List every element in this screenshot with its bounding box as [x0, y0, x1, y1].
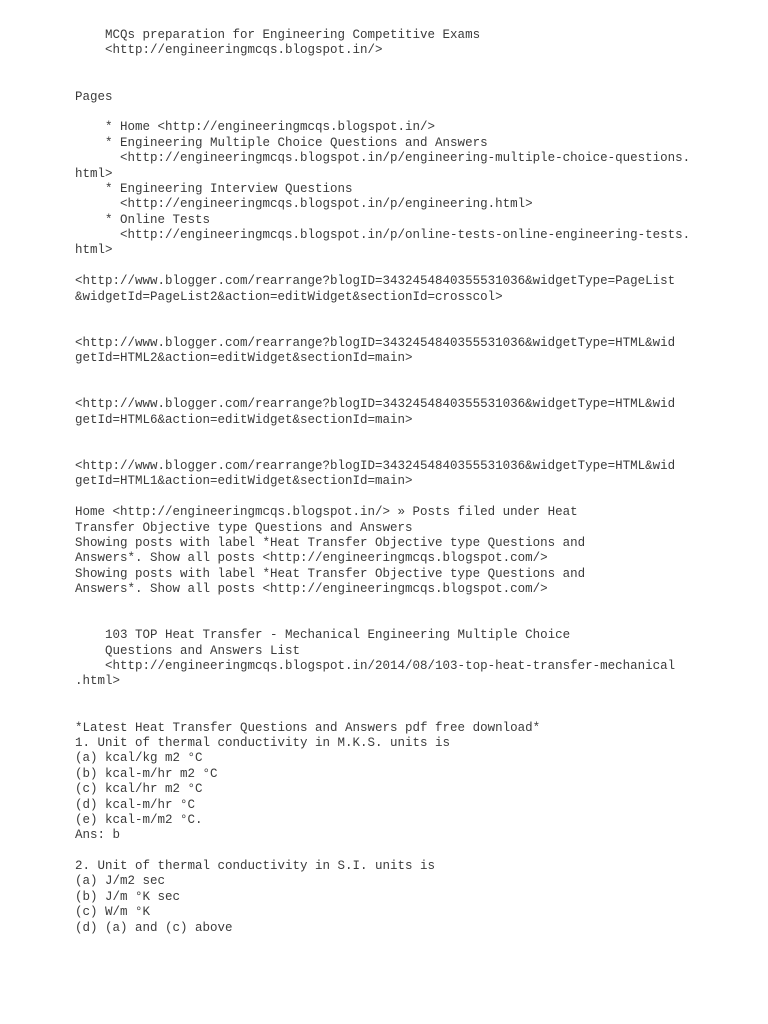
- document-line: [75, 428, 755, 443]
- document-line: [75, 382, 755, 397]
- document-line: [75, 59, 755, 74]
- document-line: Showing posts with label *Heat Transfer Objective type Questions and: [75, 566, 586, 581]
- document-line: [75, 320, 755, 335]
- document-line: [75, 844, 755, 859]
- document-line: Transfer Objective type Questions and Answers: [75, 520, 413, 535]
- document-line: * Home <http://engineeringmcqs.blogspot.in/>: [75, 120, 436, 135]
- document-line: (b) J/m °K sec: [75, 889, 181, 904]
- document-line: [75, 690, 755, 705]
- document-line: Answers*. Show all posts <http://engineeringmcqs.blogspot.com/>: [75, 582, 548, 597]
- document-line: [75, 705, 755, 720]
- document-line: (a) J/m2 sec: [75, 874, 166, 889]
- document-line: <http://www.blogger.com/rearrange?blogID=3432454840355531036&widgetType=HTML&wid: [75, 458, 676, 473]
- document-line: <http://engineeringmcqs.blogspot.in/>: [75, 43, 383, 58]
- document-line: [75, 105, 755, 120]
- document-line: <http://engineeringmcqs.blogspot.in/p/online-tests-online-engineering-tests.: [75, 228, 691, 243]
- document-line: Questions and Answers List: [75, 643, 301, 658]
- document-line: (a) kcal/kg m2 °C: [75, 751, 203, 766]
- document-line: [75, 613, 755, 628]
- document-line: Showing posts with label *Heat Transfer Objective type Questions and: [75, 535, 586, 550]
- document-line: html>: [75, 243, 113, 258]
- document-line: 103 TOP Heat Transfer - Mechanical Engineering Multiple Choice: [75, 628, 571, 643]
- document-line: <http://engineeringmcqs.blogspot.in/p/engineering-multiple-choice-questions.: [75, 151, 691, 166]
- document-line: (b) kcal-m/hr m2 °C: [75, 766, 218, 781]
- document-line: [75, 305, 755, 320]
- document-line: getId=HTML1&action=editWidget&sectionId=main>: [75, 474, 413, 489]
- document-line: Ans: b: [75, 828, 121, 843]
- document-line: getId=HTML2&action=editWidget&sectionId=main>: [75, 351, 413, 366]
- document-line: (e) kcal-m/m2 °C.: [75, 812, 203, 827]
- document-line: (c) kcal/hr m2 °C: [75, 782, 203, 797]
- document-line: [75, 597, 755, 612]
- document-line: * Engineering Interview Questions: [75, 181, 353, 196]
- document-line: <http://www.blogger.com/rearrange?blogID=3432454840355531036&widgetType=HTML&wid: [75, 397, 676, 412]
- document-line: <http://www.blogger.com/rearrange?blogID=3432454840355531036&widgetType=PageList: [75, 274, 676, 289]
- document-line: (d) (a) and (c) above: [75, 920, 233, 935]
- document-line: [75, 490, 755, 505]
- document-line: 1. Unit of thermal conductivity in M.K.S. units is: [75, 735, 451, 750]
- document-line: [75, 259, 755, 274]
- document-line: &widgetId=PageList2&action=editWidget&sectionId=crosscol>: [75, 289, 503, 304]
- document-line: [75, 444, 755, 459]
- document-line: getId=HTML6&action=editWidget&sectionId=main>: [75, 412, 413, 427]
- document-line: (d) kcal-m/hr °C: [75, 797, 196, 812]
- document-line: * Online Tests: [75, 212, 211, 227]
- document-line: <http://engineeringmcqs.blogspot.in/p/engineering.html>: [75, 197, 533, 212]
- document-line: html>: [75, 166, 113, 181]
- document-text: [75, 28, 755, 936]
- document-line: [75, 74, 755, 89]
- document-line: 2. Unit of thermal conductivity in S.I. units is: [75, 859, 436, 874]
- document-line: <http://engineeringmcqs.blogspot.in/2014/08/103-top-heat-transfer-mechanical: [75, 659, 676, 674]
- document-line: .html>: [75, 674, 121, 689]
- document-line: Home <http://engineeringmcqs.blogspot.in/> » Posts filed under Heat: [75, 505, 578, 520]
- document-line: Pages: [75, 89, 113, 104]
- document-line: Answers*. Show all posts <http://engineeringmcqs.blogspot.com/>: [75, 551, 548, 566]
- document-line: *Latest Heat Transfer Questions and Answers pdf free download*: [75, 720, 541, 735]
- document-line: [75, 367, 755, 382]
- document-line: (c) W/m °K: [75, 905, 151, 920]
- document-line: * Engineering Multiple Choice Questions and Answers: [75, 135, 488, 150]
- document-line: MCQs preparation for Engineering Competitive Exams: [75, 28, 481, 42]
- document-line: <http://www.blogger.com/rearrange?blogID=3432454840355531036&widgetType=HTML&wid: [75, 335, 676, 350]
